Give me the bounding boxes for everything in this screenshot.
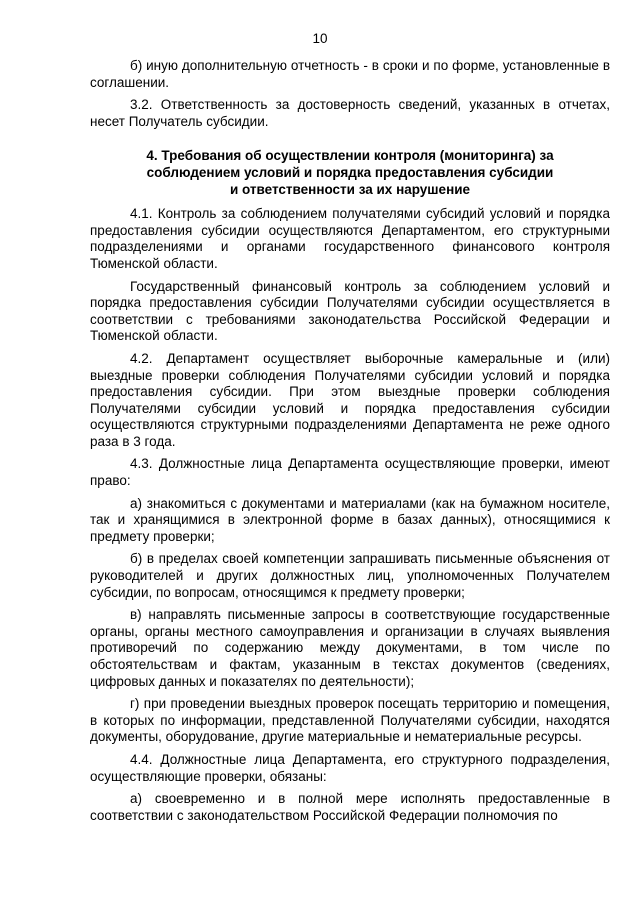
paragraph-4-3-g: г) при проведении выездных проверок посещать территорию и помещения, в которых по информации, представленной Получателями субсидии, находятся документы, оборудование, другие материальные и нематериальные ресурсы. (90, 696, 610, 745)
paragraph-4-1: 4.1. Контроль за соблюдением получателями субсидий условий и порядка предоставления субсидии осуществляются Департаментом, его структурными подразделениями и органами государственного финансового контроля Тюменской области. (90, 206, 610, 271)
paragraph-4-4-a: а) своевременно и в полной мере исполнять предоставленные в соответствии с законодательством Российской Федерации полномочия по (90, 791, 610, 823)
section-4-heading-line-2: соблюдением условий и порядка предоставления субсидии (146, 164, 554, 180)
page-number: 10 (312, 31, 328, 46)
paragraph-4-3-a: а) знакомиться с документами и материалами (как на бумажном носителе, так и хранящимися в электронной форме в базах данных), относящимися к предмету проверки; (90, 495, 610, 544)
paragraph-4-2: 4.2. Департамент осуществляет выборочные камеральные и (или) выездные проверки соблюдения Получателями субсидии условий и порядка предоставления субсидии. При этом выездные проверки соблюдения Получателями субсидии условий и порядка предоставления субсидии осуществляются структурными подразделениями Департамента не реже одного раза в 3 года. (90, 350, 610, 449)
section-4-heading-line-1: 4. Требования об осуществлении контроля (мониторинга) за (146, 148, 554, 164)
section-4-heading (90, 148, 610, 198)
paragraph-3-1-b: б) иную дополнительную отчетность - в сроки и по форме, установленные в соглашении. (90, 58, 610, 90)
paragraph-4-3-v: в) направлять письменные запросы в соответствующие государственные органы, органы местного самоуправления и организации в случаях выявления противоречий по содержанию между документами, в том числе по обстоятельствам и фактам, указанным в текстах документов (сведениях, цифровых данных и показателях по деятельности); (90, 607, 610, 689)
document-body (90, 58, 610, 830)
paragraph-3-2: 3.2. Ответственность за достоверность сведений, указанных в отчетах, несет Получатель субсидии. (90, 97, 610, 129)
section-4-heading-line-3: и ответственности за их нарушение (229, 181, 471, 197)
paragraph-state-control: Государственный финансовый контроль за соблюдением условий и порядка предоставления субсидии Получателями субсидии осуществляется в соответствии с требованиями законодательства Российской Федерации и Тюменской области. (90, 278, 610, 344)
paragraph-4-3: 4.3. Должностные лица Департамента осуществляющие проверки, имеют право: (90, 456, 610, 489)
paragraph-4-4: 4.4. Должностные лица Департамента, его структурного подразделения, осуществляющие проверки, обязаны: (90, 751, 610, 784)
paragraph-4-3-b: б) в пределах своей компетенции запрашивать письменные объяснения от руководителей и других должностных лиц, уполномоченных Получателем субсидии, по вопросам, относящимся к предмету проверки; (90, 551, 610, 600)
